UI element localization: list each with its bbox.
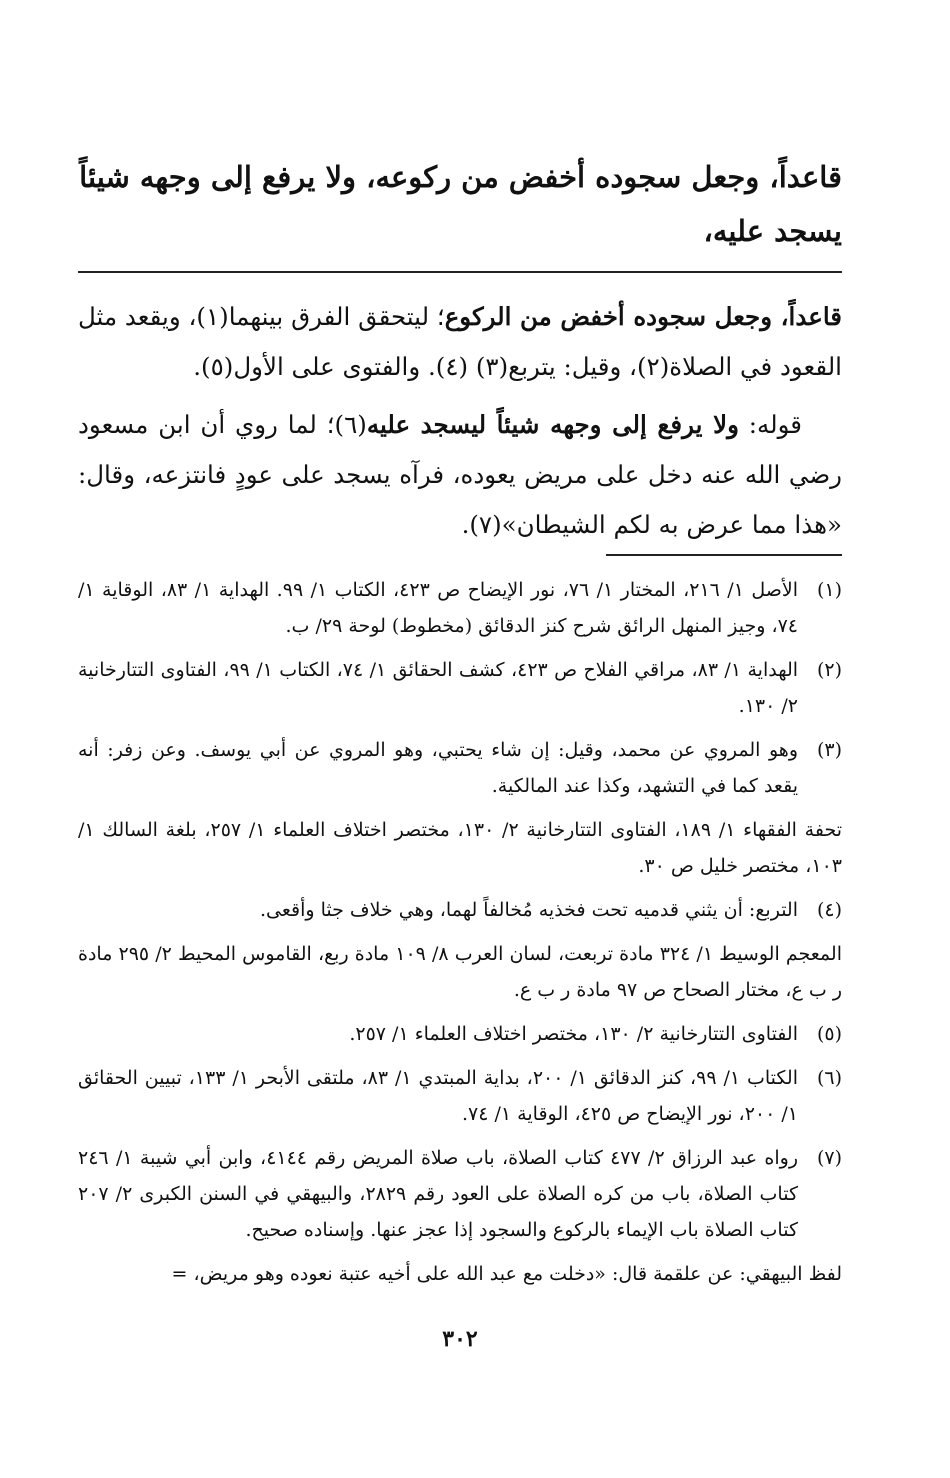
footnote-number: (٥) <box>816 1023 842 1045</box>
footnote-number: (٤) <box>816 899 842 921</box>
footnote-number: (١) <box>816 579 842 601</box>
footnote <box>78 572 842 644</box>
footnote <box>78 892 842 928</box>
footnote-text: الفتاوى التتارخانية ٢/ ١٣٠، مختصر اختلاف العلماء ١/ ٢٥٧. <box>349 1023 798 1045</box>
matn-line: يسجد عليه، <box>703 214 842 248</box>
footnote <box>78 1060 842 1132</box>
commentary-text: ؛ ليتحقق الفرق بينهما(١)، ويقعد مثل القعود في الصلاة(٢)، وقيل: يتربع(٣) (٤). والفتوى على الأول(٥). <box>78 302 842 381</box>
footnote-number: (٣) <box>816 739 842 761</box>
footnote-text: وهو المروي عن محمد، وقيل: إن شاء يحتبي، وهو المروي عن أبي يوسف. وعن زفر: أنه يقعد كما في التشهد، وكذا عند المالكية. <box>78 739 798 797</box>
footnote-continuation: تحفة الفقهاء ١/ ١٨٩، الفتاوى التتارخانية ٢/ ١٣٠، مختصر اختلاف العلماء ١/ ٢٥٧، بلغة السالك ١/ ١٠٣، مختصر خليل ص ٣٠. <box>78 819 843 877</box>
matn-text <box>78 150 842 258</box>
footnote-number: (٢) <box>816 659 842 681</box>
quoted-matn: ولا يرفع إلى وجهه شيئاً ليسجد عليه <box>366 410 739 439</box>
footnote <box>78 1140 842 1248</box>
commentary-paragraph <box>78 400 842 550</box>
book-page <box>78 0 842 1478</box>
commentary-paragraph <box>78 292 842 392</box>
footnote-number: (٧) <box>816 1147 842 1169</box>
footnote <box>78 652 842 724</box>
footnote-text: الهداية ١/ ٨٣، مراقي الفلاح ص ٤٢٣، كشف الحقائق ١/ ٧٤، الكتاب ١/ ٩٩، الفتاوى التتارخانية ٢/ ١٣٠. <box>78 659 799 717</box>
footnote-continuation: لفظ البيهقي: عن علقمة قال: «دخلت مع عبد الله على أخيه عتبة نعوده وهو مريض، = <box>171 1263 842 1285</box>
commentary-text: (٦)؛ لما روي أن ابن مسعود رضي الله عنه دخل على مريض يعوده، فرآه يسجد على عودٍ فانتزعه، وقال: «هذا مما عرض به لكم الشيطان»(٧). <box>78 410 842 539</box>
footnote-number: (٦) <box>816 1067 842 1089</box>
footnote-continuation: المعجم الوسيط ١/ ٣٢٤ مادة تربعت، لسان العرب ٨/ ١٠٩ مادة ربع، القاموس المحيط ٢/ ٢٩٥ مادة ر ب ع، مختار الصحاح ص ٩٧ مادة ر ب ع. <box>78 943 842 1001</box>
footnote-text: التربع: أن يثني قدميه تحت فخذيه مُخالفاً لهما، وهي خلاف جثا وأقعى. <box>259 899 798 921</box>
footnote-text: الكتاب ١/ ٩٩، كنز الدقائق ١/ ٢٠٠، بداية المبتدي ١/ ٨٣، ملتقى الأبحر ١/ ١٣٣، تبيين الحقائق ١/ ٢٠٠، نور الإيضاح ص ٤٢٥، الوقاية ١/ ٧٤. <box>78 1067 798 1125</box>
footnote-text: الأصل ١/ ٢١٦، المختار ١/ ٧٦، نور الإيضاح ص ٤٢٣، الكتاب ١/ ٩٩. الهداية ١/ ٨٣، الوقاية ١/ ٧٤، وجيز المنهل الرائق شرح كنز الدقائق (مخطوط) لوحة ٢٩/ ب. <box>78 579 798 637</box>
matn-line: قاعداً، وجعل سجوده أخفض من ركوعه، ولا يرفع إلى وجهه شيئاً <box>79 160 842 194</box>
page-number: ٣٠٢ <box>442 1326 478 1352</box>
commentary <box>78 292 842 558</box>
quoted-matn: قاعداً، وجعل سجوده أخفض من الركوع <box>444 302 842 331</box>
matn-divider <box>78 271 842 273</box>
footnote-text: رواه عبد الرزاق ٢/ ٤٧٧ كتاب الصلاة، باب صلاة المريض رقم ٤١٤٤، وابن أبي شيبة ١/ ٢٤٦ كتاب الصلاة، باب من كره الصلاة على العود رقم ٢٨٢٩، والبيهقي في السنن الكبرى ٢/ ٢٠٧ كتاب الصلاة باب الإيماء بالركوع والسجود إذا عجز عنها. وإسناده صحيح. <box>78 1147 798 1241</box>
footnote-divider <box>606 554 842 556</box>
footnote <box>78 1016 842 1052</box>
commentary-lead: قوله: <box>738 410 802 439</box>
footnotes <box>78 572 842 1300</box>
footnote <box>78 732 842 804</box>
